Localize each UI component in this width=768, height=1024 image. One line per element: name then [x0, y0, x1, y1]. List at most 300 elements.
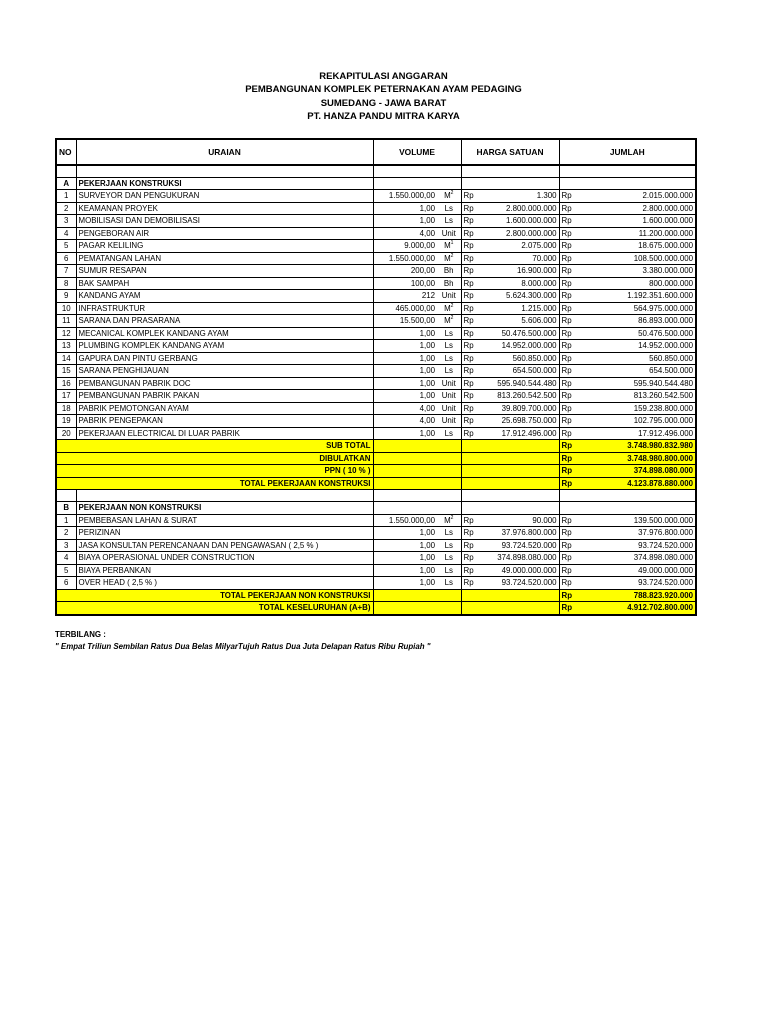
- unit-text: Unit: [441, 291, 456, 300]
- item-total: 800.000.000: [573, 277, 696, 290]
- empty-cell: [437, 477, 461, 490]
- item-total: 1.600.000.000: [573, 215, 696, 228]
- item-volume: 1.550.000,00: [373, 190, 437, 203]
- currency-label: Rp: [559, 539, 573, 552]
- currency-label: Rp: [461, 190, 475, 203]
- section-code: B: [56, 502, 76, 515]
- item-no: 6: [56, 252, 76, 265]
- empty-cell: [461, 165, 475, 177]
- item-unit: [437, 552, 461, 565]
- item-no: 9: [56, 290, 76, 303]
- unit-superscript: 2: [450, 302, 454, 309]
- item-unit: [437, 277, 461, 290]
- item-unit: [437, 202, 461, 215]
- table-row: [56, 564, 696, 577]
- item-total: 86.893.000.000: [573, 315, 696, 328]
- unit-text: Unit: [441, 403, 456, 413]
- item-unit: [437, 215, 461, 228]
- currency-label: Rp: [461, 390, 475, 403]
- item-unit: [437, 427, 461, 440]
- unit-text: M: [444, 515, 451, 525]
- currency-label: Rp: [559, 315, 573, 328]
- item-total: 560.850.000: [573, 352, 696, 365]
- empty-cell: [461, 502, 475, 515]
- empty-cell: [475, 602, 559, 615]
- section-code: A: [56, 177, 76, 190]
- summary-value: 3.748.980.800.000: [573, 452, 696, 465]
- empty-cell: [461, 490, 475, 502]
- currency-label: Rp: [559, 577, 573, 590]
- item-unit: [437, 577, 461, 590]
- item-total: 50.476.500.000: [573, 327, 696, 340]
- item-total: 654.500.000: [573, 365, 696, 378]
- currency-label: Rp: [559, 377, 573, 390]
- item-unit-price: 49.000.000.000: [475, 564, 559, 577]
- item-unit: [437, 377, 461, 390]
- unit-text: Unit: [441, 416, 456, 425]
- item-no: 5: [56, 240, 76, 253]
- item-unit: [437, 227, 461, 240]
- item-total: 159.238.800.000: [573, 402, 696, 415]
- item-volume: 465.000,00: [373, 302, 437, 315]
- table-row: [56, 377, 696, 390]
- empty-cell: [461, 440, 475, 453]
- terbilang-text: " Empat Triliun Sembilan Ratus Dua Belas MilyarTujuh Ratus Dua Juta Delapan Ratus Ribu Rupiah ": [55, 642, 431, 651]
- item-unit: [437, 327, 461, 340]
- item-unit-price: 813.260.542.500: [475, 390, 559, 403]
- item-volume: 1,00: [373, 564, 437, 577]
- empty-cell: [475, 490, 559, 502]
- table-row: [56, 327, 696, 340]
- currency-label: Rp: [461, 227, 475, 240]
- item-description: PLUMBING KOMPLEK KANDANG AYAM: [76, 340, 373, 353]
- item-no: 15: [56, 365, 76, 378]
- item-total: 37.976.800.000: [573, 527, 696, 540]
- item-volume: 1,00: [373, 352, 437, 365]
- currency-label: Rp: [461, 514, 475, 527]
- company-name: PT. HANZA PANDU MITRA KARYA: [307, 110, 460, 122]
- item-no: 14: [56, 352, 76, 365]
- col-header-uraian: URAIAN: [76, 139, 373, 165]
- item-unit: [437, 527, 461, 540]
- table-row: [56, 227, 696, 240]
- unit-text: Unit: [441, 228, 456, 238]
- summary-row: [56, 477, 696, 490]
- summary-label: TOTAL PEKERJAAN NON KONSTRUKSI: [56, 589, 373, 602]
- table-row: [56, 277, 696, 290]
- empty-cell: [559, 502, 573, 515]
- summary-value: 4.123.878.880.000: [573, 477, 696, 490]
- item-description: OVER HEAD ( 2,5 % ): [76, 577, 373, 590]
- spacer-row: [56, 165, 696, 177]
- item-unit: [437, 365, 461, 378]
- item-description: PAGAR KELILING: [76, 240, 373, 253]
- item-no: 16: [56, 377, 76, 390]
- item-no: 1: [56, 514, 76, 527]
- summary-row: [56, 440, 696, 453]
- empty-cell: [437, 452, 461, 465]
- empty-cell: [373, 589, 437, 602]
- col-header-jumlah: JUMLAH: [559, 139, 696, 165]
- item-volume: 4,00: [373, 415, 437, 428]
- unit-text: Unit: [441, 391, 456, 400]
- item-unit-price: 2.800.000.000: [475, 227, 559, 240]
- item-unit-price: 17.912.496.000: [475, 427, 559, 440]
- item-no: 6: [56, 577, 76, 590]
- currency-label: Rp: [461, 240, 475, 253]
- item-total: 595.940.544.480: [573, 377, 696, 390]
- empty-cell: [373, 452, 437, 465]
- item-volume: 1.550.000,00: [373, 252, 437, 265]
- summary-label: DIBULATKAN: [56, 452, 373, 465]
- currency-label: Rp: [559, 252, 573, 265]
- item-volume: 1,00: [373, 577, 437, 590]
- currency-label: Rp: [559, 202, 573, 215]
- currency-label: Rp: [559, 564, 573, 577]
- item-unit: [437, 290, 461, 303]
- currency-label: Rp: [461, 365, 475, 378]
- item-unit: [437, 415, 461, 428]
- unit-text: M: [444, 253, 451, 263]
- unit-superscript: 1: [450, 240, 454, 246]
- currency-label: Rp: [559, 290, 573, 303]
- empty-cell: [573, 177, 696, 190]
- empty-cell: [437, 589, 461, 602]
- item-volume: 1,00: [373, 390, 437, 403]
- item-no: 1: [56, 190, 76, 203]
- item-total: 102.795.000.000: [573, 415, 696, 428]
- currency-label: Rp: [461, 415, 475, 428]
- currency-label: Rp: [461, 315, 475, 328]
- item-unit-price: 50.476.500.000: [475, 327, 559, 340]
- empty-cell: [573, 502, 696, 515]
- table-row: [56, 340, 696, 353]
- table-row: [56, 302, 696, 315]
- table-row: [56, 390, 696, 403]
- empty-cell: [475, 589, 559, 602]
- item-no: 3: [56, 539, 76, 552]
- currency-label: Rp: [559, 265, 573, 278]
- item-unit-price: 1.600.000.000: [475, 215, 559, 228]
- currency-label: Rp: [559, 477, 573, 490]
- item-unit-price: 560.850.000: [475, 352, 559, 365]
- item-no: 4: [56, 227, 76, 240]
- empty-cell: [373, 465, 437, 478]
- item-unit: [437, 315, 461, 328]
- unit-text: Ls: [444, 565, 453, 575]
- table-row: [56, 415, 696, 428]
- item-unit-price: 2.800.000.000: [475, 202, 559, 215]
- item-unit: [437, 252, 461, 265]
- currency-label: Rp: [559, 589, 573, 602]
- item-no: 13: [56, 340, 76, 353]
- unit-superscript: 2: [450, 252, 454, 259]
- unit-text: M: [444, 303, 451, 313]
- unit-text: Ls: [444, 328, 453, 338]
- currency-label: Rp: [559, 352, 573, 365]
- currency-label: Rp: [461, 290, 475, 303]
- document-header: [0, 70, 768, 123]
- summary-value: 4.912.702.800.000: [573, 602, 696, 615]
- item-description: JASA KONSULTAN PERENCANAAN DAN PENGAWASAN ( 2,5 % ): [76, 539, 373, 552]
- item-no: 2: [56, 527, 76, 540]
- currency-label: Rp: [559, 277, 573, 290]
- empty-cell: [437, 177, 461, 190]
- empty-cell: [461, 452, 475, 465]
- empty-cell: [437, 490, 461, 502]
- item-no: 3: [56, 215, 76, 228]
- item-unit-price: 8.000.000: [475, 277, 559, 290]
- item-volume: 1,00: [373, 552, 437, 565]
- table-row: [56, 527, 696, 540]
- item-total: 2.015.000.000: [573, 190, 696, 203]
- unit-text: Ls: [444, 366, 453, 375]
- item-description: GAPURA DAN PINTU GERBANG: [76, 352, 373, 365]
- empty-cell: [475, 452, 559, 465]
- currency-label: Rp: [559, 215, 573, 228]
- item-unit-price: 2.075.000: [475, 240, 559, 253]
- unit-text: M: [444, 241, 451, 250]
- item-unit-price: 595.940.544.480: [475, 377, 559, 390]
- item-description: KANDANG AYAM: [76, 290, 373, 303]
- summary-label: SUB TOTAL: [56, 440, 373, 453]
- unit-text: Ls: [444, 216, 453, 225]
- project-title: PEMBANGUNAN KOMPLEK PETERNAKAN AYAM PEDAGING: [245, 84, 522, 96]
- item-unit: [437, 539, 461, 552]
- item-no: 18: [56, 402, 76, 415]
- currency-label: Rp: [559, 440, 573, 453]
- item-volume: 1,00: [373, 215, 437, 228]
- item-description: BAK SAMPAH: [76, 277, 373, 290]
- table-row: [56, 202, 696, 215]
- spacer-row: [56, 490, 696, 502]
- summary-value: 374.898.080.000: [573, 465, 696, 478]
- currency-label: Rp: [461, 327, 475, 340]
- item-volume: 200,00: [373, 265, 437, 278]
- currency-label: Rp: [559, 390, 573, 403]
- item-volume: 1,00: [373, 202, 437, 215]
- currency-label: Rp: [559, 427, 573, 440]
- empty-cell: [373, 602, 437, 615]
- table-row: [56, 190, 696, 203]
- currency-label: Rp: [461, 352, 475, 365]
- item-total: 3.380.000.000: [573, 265, 696, 278]
- item-unit-price: 654.500.000: [475, 365, 559, 378]
- doc-title: REKAPITULASI ANGGARAN: [319, 71, 448, 82]
- terbilang-label: TERBILANG :: [55, 630, 106, 639]
- currency-label: Rp: [461, 215, 475, 228]
- currency-label: Rp: [559, 514, 573, 527]
- item-volume: 1,00: [373, 340, 437, 353]
- empty-cell: [437, 165, 461, 177]
- currency-label: Rp: [461, 277, 475, 290]
- item-unit-price: 37.976.800.000: [475, 527, 559, 540]
- item-unit: [437, 340, 461, 353]
- item-volume: 1,00: [373, 365, 437, 378]
- item-unit-price: 1.300: [475, 190, 559, 203]
- item-unit-price: 90.000: [475, 514, 559, 527]
- item-no: 20: [56, 427, 76, 440]
- item-unit: [437, 390, 461, 403]
- empty-cell: [373, 477, 437, 490]
- table-row: [56, 402, 696, 415]
- summary-label: PPN ( 10 % ): [56, 465, 373, 478]
- empty-cell: [573, 165, 696, 177]
- table-row: [56, 539, 696, 552]
- item-no: 5: [56, 564, 76, 577]
- item-unit-price: 70.000: [475, 252, 559, 265]
- currency-label: Rp: [461, 577, 475, 590]
- unit-text: Unit: [441, 378, 456, 388]
- item-description: MOBILISASI DAN DEMOBILISASI: [76, 215, 373, 228]
- item-unit: [437, 564, 461, 577]
- item-volume: 4,00: [373, 227, 437, 240]
- table-row: [56, 252, 696, 265]
- item-no: 4: [56, 552, 76, 565]
- empty-cell: [559, 177, 573, 190]
- item-total: 93.724.520.000: [573, 539, 696, 552]
- item-description: MECANICAL KOMPLEK KANDANG AYAM: [76, 327, 373, 340]
- summary-row: [56, 452, 696, 465]
- item-unit: [437, 402, 461, 415]
- unit-text: M: [444, 191, 451, 200]
- item-volume: 1,00: [373, 377, 437, 390]
- item-description: SARANA PENGHIJAUAN: [76, 365, 373, 378]
- summary-row: [56, 589, 696, 602]
- empty-cell: [76, 490, 373, 502]
- item-unit-price: 93.724.520.000: [475, 577, 559, 590]
- currency-label: Rp: [461, 564, 475, 577]
- item-no: 12: [56, 327, 76, 340]
- empty-cell: [437, 440, 461, 453]
- item-no: 7: [56, 265, 76, 278]
- empty-cell: [461, 177, 475, 190]
- item-description: INFRASTRUKTUR: [76, 302, 373, 315]
- table-row: [56, 352, 696, 365]
- item-description: PEMATANGAN LAHAN: [76, 252, 373, 265]
- table-row: [56, 240, 696, 253]
- section-title: PEKERJAAN KONSTRUKSI: [76, 177, 373, 190]
- empty-cell: [373, 165, 437, 177]
- unit-text: Ls: [444, 203, 453, 213]
- table-row: [56, 290, 696, 303]
- currency-label: Rp: [559, 452, 573, 465]
- item-unit-price: 93.724.520.000: [475, 539, 559, 552]
- unit-text: Ls: [444, 540, 453, 550]
- empty-cell: [56, 165, 76, 177]
- summary-row: [56, 465, 696, 478]
- item-total: 49.000.000.000: [573, 564, 696, 577]
- table-header-row: [56, 139, 696, 165]
- item-total: 139.500.000.000: [573, 514, 696, 527]
- item-description: PABRIK PENGEPAKAN: [76, 415, 373, 428]
- col-header-no: NO: [56, 139, 76, 165]
- currency-label: Rp: [559, 327, 573, 340]
- item-no: 19: [56, 415, 76, 428]
- currency-label: Rp: [559, 402, 573, 415]
- empty-cell: [437, 502, 461, 515]
- item-unit: [437, 514, 461, 527]
- item-unit-price: 5.624.300.000: [475, 290, 559, 303]
- unit-text: Ls: [444, 428, 453, 438]
- currency-label: Rp: [559, 602, 573, 615]
- item-no: 8: [56, 277, 76, 290]
- item-unit-price: 16.900.000: [475, 265, 559, 278]
- item-volume: 100,00: [373, 277, 437, 290]
- col-header-volume: VOLUME: [373, 139, 461, 165]
- currency-label: Rp: [461, 202, 475, 215]
- item-unit: [437, 265, 461, 278]
- empty-cell: [475, 440, 559, 453]
- item-no: 17: [56, 390, 76, 403]
- item-unit-price: 14.952.000.000: [475, 340, 559, 353]
- empty-cell: [373, 440, 437, 453]
- currency-label: Rp: [559, 552, 573, 565]
- empty-cell: [461, 465, 475, 478]
- section-header-row: [56, 502, 696, 515]
- empty-cell: [475, 477, 559, 490]
- item-unit: [437, 302, 461, 315]
- item-description: PERIZINAN: [76, 527, 373, 540]
- table-row: [56, 577, 696, 590]
- item-volume: 1,00: [373, 327, 437, 340]
- unit-text: M: [444, 316, 451, 325]
- item-volume: 1,00: [373, 427, 437, 440]
- item-total: 2.800.000.000: [573, 202, 696, 215]
- empty-cell: [475, 165, 559, 177]
- currency-label: Rp: [461, 527, 475, 540]
- empty-cell: [56, 490, 76, 502]
- currency-label: Rp: [559, 365, 573, 378]
- item-description: KEAMANAN PROYEK: [76, 202, 373, 215]
- table-row: [56, 552, 696, 565]
- item-description: BIAYA PERBANKAN: [76, 564, 373, 577]
- item-unit-price: 25.698.750.000: [475, 415, 559, 428]
- empty-cell: [475, 502, 559, 515]
- empty-cell: [461, 602, 475, 615]
- unit-superscript: 2: [450, 514, 454, 521]
- item-total: 14.952.000.000: [573, 340, 696, 353]
- item-volume: 4,00: [373, 402, 437, 415]
- empty-cell: [373, 177, 437, 190]
- item-no: 2: [56, 202, 76, 215]
- table-row: [56, 514, 696, 527]
- item-volume: 9.000,00: [373, 240, 437, 253]
- item-description: PEMBANGUNAN PABRIK DOC: [76, 377, 373, 390]
- empty-cell: [475, 465, 559, 478]
- item-volume: 212: [373, 290, 437, 303]
- currency-label: Rp: [559, 240, 573, 253]
- item-total: 374.898.080.000: [573, 552, 696, 565]
- unit-text: Bh: [443, 266, 454, 275]
- empty-cell: [461, 477, 475, 490]
- unit-text: Ls: [444, 528, 453, 537]
- col-header-harga: HARGA SATUAN: [461, 139, 559, 165]
- empty-cell: [573, 490, 696, 502]
- item-unit-price: 5.606.000: [475, 315, 559, 328]
- unit-superscript: 2: [450, 315, 454, 321]
- table-row: [56, 315, 696, 328]
- table-row: [56, 215, 696, 228]
- item-unit-price: 374.898.080.000: [475, 552, 559, 565]
- empty-cell: [437, 465, 461, 478]
- currency-label: Rp: [461, 265, 475, 278]
- item-volume: 1,00: [373, 539, 437, 552]
- item-total: 564.975.000.000: [573, 302, 696, 315]
- summary-label: TOTAL KESELURUHAN (A+B): [56, 602, 373, 615]
- location: SUMEDANG - JAWA BARAT: [320, 97, 447, 109]
- section-title: PEKERJAAN NON KONSTRUKSI: [76, 502, 373, 515]
